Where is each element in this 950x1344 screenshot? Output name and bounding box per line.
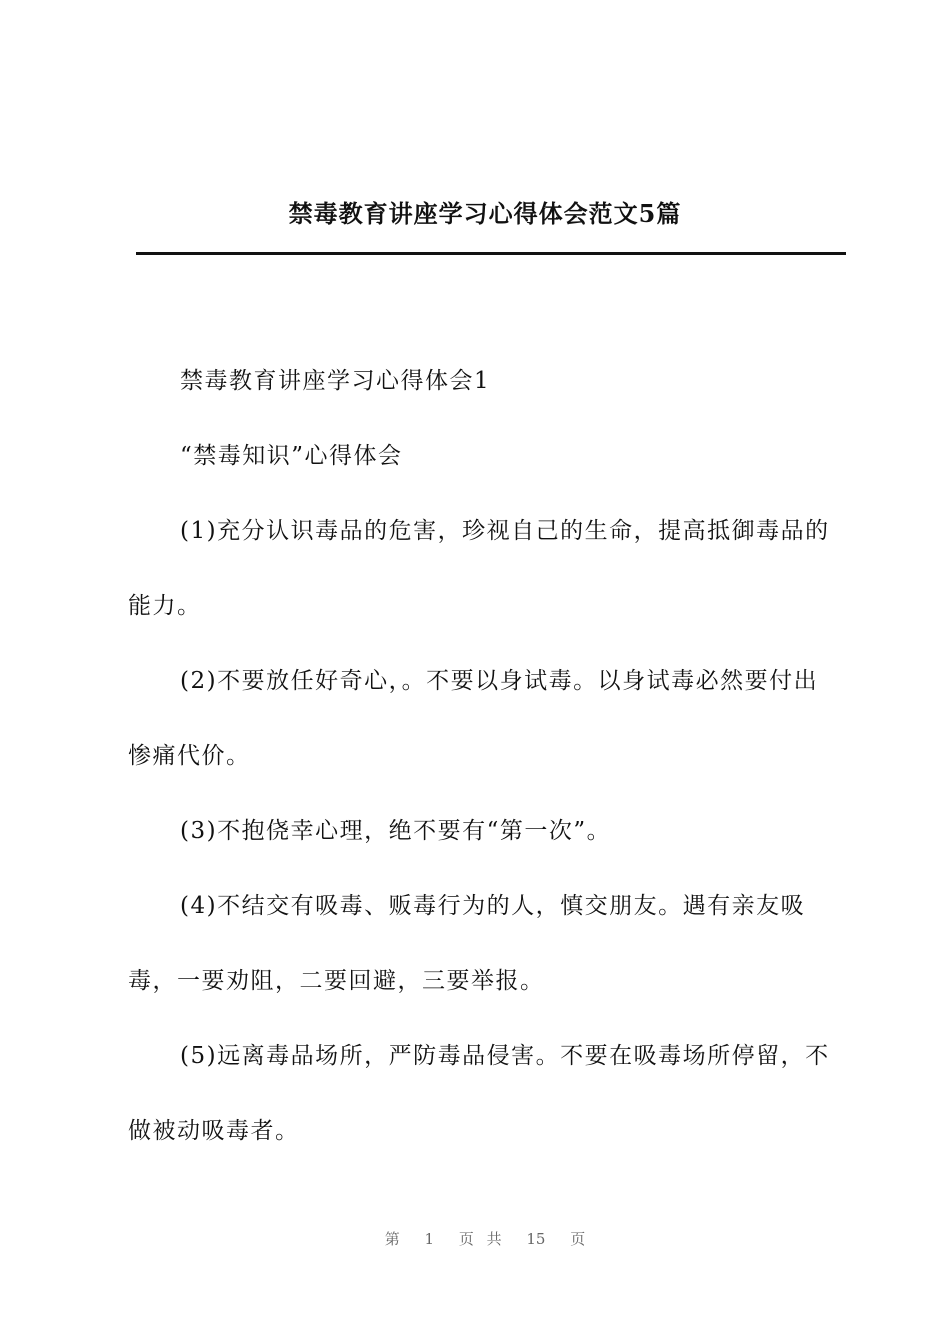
footer-suffix: 页 xyxy=(570,1230,586,1248)
subheading: “禁毒知识”心得体会 xyxy=(180,443,403,469)
paragraph-5: (5)远离毒品场所，严防毒品侵害。不要在吸毒场所停留，不做被动吸毒者。 xyxy=(128,1043,830,1144)
title-divider xyxy=(136,252,846,255)
page-footer xyxy=(0,1226,950,1252)
paragraph-3: (3)不抱侥幸心理，绝不要有“第一次”。 xyxy=(180,818,612,844)
footer-total-pages: 15 xyxy=(526,1230,546,1248)
paragraph-1: (1)充分认识毒品的危害，珍视自己的生命，提高抵御毒品的能力。 xyxy=(128,518,830,619)
footer-current-page: 1 xyxy=(424,1230,435,1248)
footer-mid: 页 共 xyxy=(458,1230,502,1248)
document-body xyxy=(128,344,840,1169)
paragraph-2: (2)不要放任好奇心，。不要以身试毒。以身试毒必然要付出惨痛代价。 xyxy=(128,668,819,769)
document-title: 禁毒教育讲座学习心得体会范文5篇 xyxy=(288,199,682,228)
section-heading: 禁毒教育讲座学习心得体会1 xyxy=(180,368,491,394)
paragraph-4: (4)不结交有吸毒、贩毒行为的人，慎交朋友。遇有亲友吸毒，一要劝阻，二要回避，三要举报。 xyxy=(128,893,806,994)
footer-prefix: 第 xyxy=(384,1230,400,1248)
